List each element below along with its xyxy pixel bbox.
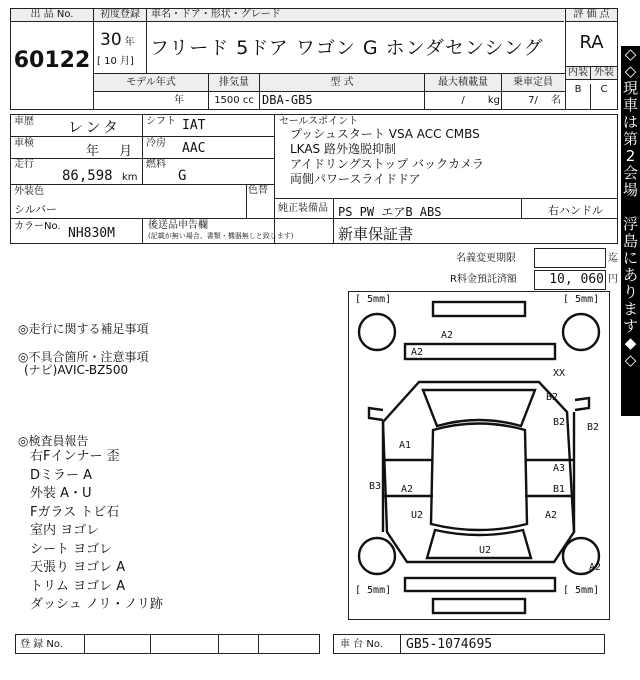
- type-value: DBA-GB5: [262, 93, 313, 107]
- side-banner-char: 現: [622, 79, 638, 97]
- side-banner-char: 島: [622, 232, 638, 250]
- side-banner-char: ◇: [624, 62, 637, 80]
- side-banner-char: り: [622, 283, 638, 301]
- inspector-line: 外装 A・U: [30, 486, 92, 501]
- inspector-lines: [30, 448, 163, 615]
- recycle-unit: 円: [608, 274, 618, 285]
- first-reg-month: [ 10 月]: [97, 56, 134, 67]
- model-year-label: モデル年式: [94, 74, 208, 91]
- side-banner-char: ま: [622, 300, 638, 318]
- exterior-label: 外装: [591, 67, 617, 80]
- capacity-value: 7/ 名: [528, 95, 561, 106]
- equipment-value: PS PW エアB ABS: [338, 205, 442, 219]
- chassis-value: GB5-1074695: [406, 637, 493, 652]
- rear-bumper: [433, 599, 525, 613]
- scale-label-tr: [ 5mm]: [563, 294, 600, 305]
- side-banner-char: 浮: [622, 215, 638, 233]
- recycle-value: 10, 060: [549, 272, 604, 287]
- shift-label: シフト: [146, 116, 176, 127]
- inspector-title: ◎検査員報告: [18, 434, 89, 448]
- damage-mark: A2: [401, 484, 414, 495]
- score-label: 評 価 点: [566, 9, 617, 22]
- inspector-line: 室内 ヨゴレ: [30, 523, 100, 538]
- inspector-line: トリム ヨゴレ A: [30, 578, 126, 594]
- mileage-unit: km: [122, 172, 138, 183]
- sales-point-item: 両側パワースライドドア: [290, 172, 421, 186]
- mirror-left: [369, 408, 383, 420]
- side-banner-char: は: [622, 113, 638, 131]
- defect-title: ◎不具合箇所・注意事項: [18, 350, 149, 364]
- inspection-label: 車検: [14, 138, 34, 149]
- side-banner-char: 場: [622, 181, 638, 199]
- history-label: 車歴: [14, 116, 34, 127]
- handle-value: 右ハンドル: [548, 204, 603, 217]
- color-value: シルバー: [14, 203, 57, 216]
- model-year-value: 年: [174, 95, 184, 106]
- damage-mark: A2: [411, 347, 424, 358]
- color-label: 外装色: [14, 186, 44, 197]
- lot-label: 出 品 No.: [11, 9, 93, 22]
- sales-label: セールスポイント: [279, 116, 359, 127]
- side-banner-char: 会: [622, 164, 638, 182]
- first-reg-label: 初度登録: [94, 9, 146, 22]
- fuel-label: 燃料: [146, 159, 166, 170]
- damage-mark: B2: [587, 422, 600, 433]
- side-banner-char: あ: [622, 266, 638, 284]
- scale-label-bl: [ 5mm]: [355, 585, 392, 596]
- inspector-line: シート ヨゴレ: [30, 541, 113, 557]
- side-banner-char: ◇: [624, 351, 637, 369]
- defect-lines: [24, 363, 128, 378]
- interior-score: B: [566, 84, 591, 109]
- damage-mark: B2: [553, 417, 566, 428]
- equipment-label: 純正装備品: [278, 203, 328, 214]
- front-bumper: [433, 302, 525, 316]
- capacity-label: 乗車定員: [502, 74, 564, 91]
- inspector-line: 右Fインナー 歪: [30, 449, 120, 464]
- defect-line: (ナビ)AVIC-BZ500: [24, 363, 129, 377]
- reg-label: 登 録 No.: [20, 639, 63, 650]
- rear-lower: [405, 578, 555, 591]
- exterior-score: C: [600, 84, 608, 95]
- side-banner-char: に: [622, 249, 638, 267]
- history-value: レンタ: [68, 118, 122, 136]
- damage-mark: XX: [553, 368, 566, 379]
- interior-label: 内装: [566, 67, 591, 80]
- damage-mark: A2: [545, 510, 558, 521]
- color-change-label: 色替: [248, 185, 268, 196]
- car-name: フリード 5ドア ワゴン G ホンダセンシング: [150, 37, 544, 59]
- inspector-line: 天張り ヨゴレ A: [30, 560, 126, 575]
- inspector-line: Dミラー A: [30, 467, 93, 483]
- side-banner-char: [621, 199, 640, 216]
- side-banner-char: 2: [625, 147, 636, 165]
- scale-label-br: [ 5mm]: [563, 585, 600, 596]
- side-banner-char: 第: [622, 130, 638, 148]
- inspection-value: 年 月: [86, 144, 133, 159]
- model-label: 車名・ドア・形状・グレード: [147, 9, 564, 22]
- damage-mark: U2: [479, 545, 492, 556]
- damage-mark: B2: [546, 392, 559, 403]
- damage-mark: U2: [411, 510, 424, 521]
- post-report-value: 新車保証書: [338, 225, 414, 243]
- windshield: [423, 390, 535, 426]
- mirror-right: [575, 398, 589, 410]
- shift-value: IAT: [182, 118, 206, 133]
- car-outline-svg: [349, 292, 611, 621]
- inspector-line: Fガラス トビ石: [30, 504, 120, 520]
- mileage-value: 86,598: [62, 168, 113, 184]
- post-report-note: (記載が無い場合、書類・機器無しと致します): [148, 232, 294, 240]
- front-lower: [405, 344, 555, 359]
- displacement-value: 1500 cc: [214, 95, 254, 106]
- sales-point-item: LKAS 路外逸脱抑制: [290, 142, 396, 156]
- damage-mark: A3: [553, 463, 566, 474]
- inspector-line: ダッシュ ノリ・ノリ跡: [30, 597, 163, 612]
- recycle-label: R料金預託済額: [450, 274, 517, 285]
- mileage-label: 走行: [14, 159, 34, 170]
- fuel-value: G: [178, 168, 187, 184]
- lot-number: 60122: [13, 48, 91, 73]
- damage-mark: A2: [589, 562, 602, 573]
- post-report-label: 後送品申告欄: [148, 220, 208, 231]
- name-change-box: [534, 248, 606, 268]
- side-banner-char: 車: [622, 96, 638, 114]
- side-banner: [621, 46, 640, 416]
- wheel-front-right: [563, 314, 599, 350]
- sales-point-item: プッシュスタート VSA ACC CMBS: [290, 127, 480, 141]
- max-load-label: 最大積載量: [425, 74, 501, 91]
- max-load-value: / kg: [461, 95, 500, 106]
- color-no-label: カラーNo.: [14, 221, 61, 232]
- damage-mark: B3: [369, 481, 382, 492]
- name-change-unit: 迄: [608, 253, 618, 264]
- damage-diagram: [348, 291, 610, 620]
- chassis-label: 車 台 No.: [340, 639, 383, 650]
- damage-mark: A2: [441, 330, 454, 341]
- side-banner-char: ◆: [624, 334, 637, 352]
- scale-label-tl: [ 5mm]: [355, 294, 392, 305]
- aircon-label: 冷房: [146, 138, 166, 149]
- aircon-value: AAC: [182, 141, 206, 156]
- driving-title: ◎走行に関する補足事項: [18, 322, 149, 336]
- sales-points: [290, 127, 484, 187]
- wheel-rear-left: [359, 538, 395, 574]
- damage-mark: A1: [399, 440, 412, 451]
- sales-point-item: アイドリングストップ バックカメラ: [290, 157, 485, 171]
- roof-outline: [431, 424, 527, 531]
- wheel-front-left: [359, 314, 395, 350]
- name-change-label: 名義変更期限: [456, 253, 516, 264]
- score-value: RA: [579, 32, 604, 53]
- damage-mark: B1: [553, 484, 566, 495]
- side-banner-char: す: [622, 317, 638, 335]
- displacement-label: 排気量: [209, 74, 259, 91]
- type-label: 型 式: [260, 74, 424, 91]
- color-no-value: NH830M: [68, 226, 115, 241]
- side-banner-char: ◇: [624, 45, 637, 63]
- first-reg-year: 30 年: [100, 30, 135, 50]
